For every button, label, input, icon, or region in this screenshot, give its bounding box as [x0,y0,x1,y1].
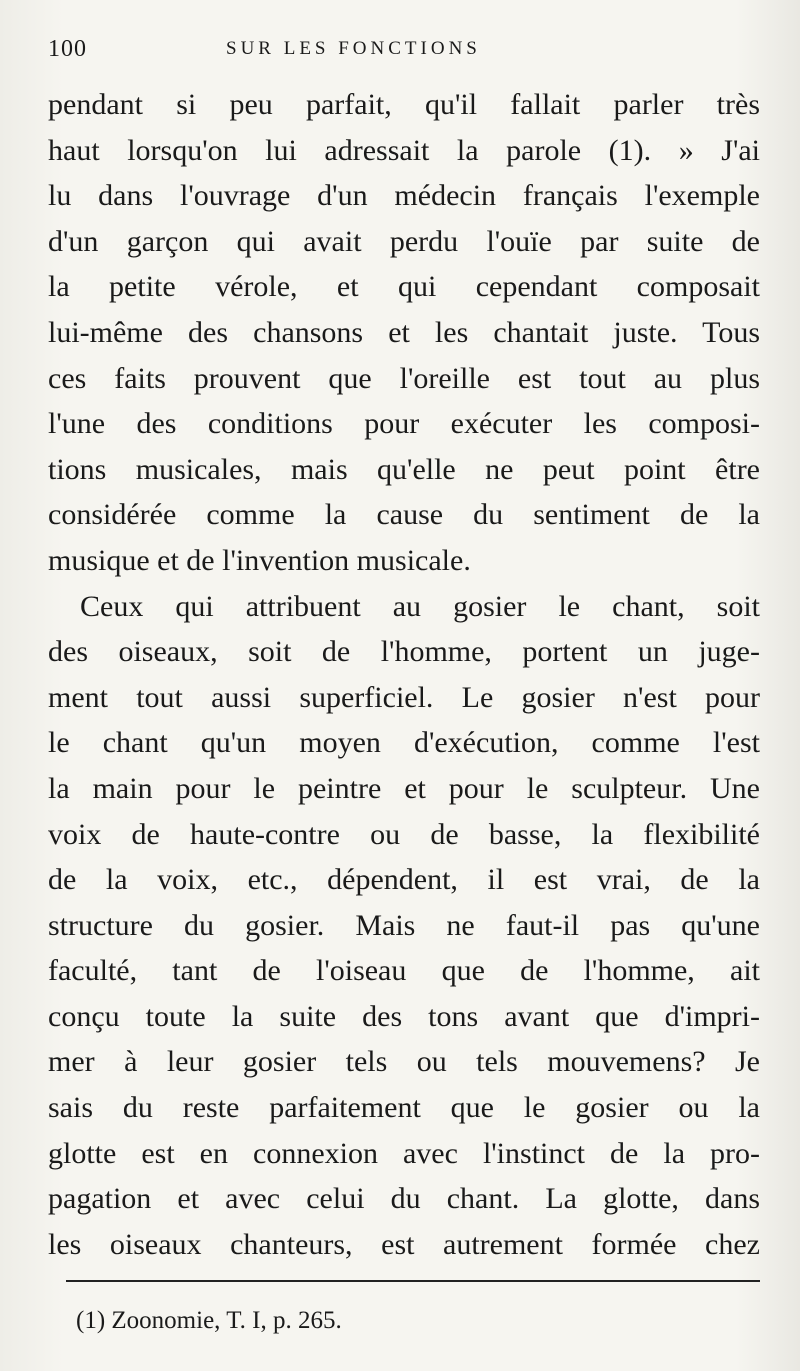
text-line: tions musicales, mais qu'elle ne peut point être [48,452,760,486]
footnote-divider [66,1280,760,1282]
body-text [48,82,760,1267]
text-line: voix de haute-contre ou de basse, la flexibilité [48,817,760,851]
text-line: haut lorsqu'on lui adressait la parole (1). » J'ai [48,133,760,167]
text-line: pendant si peu parfait, qu'il fallait parler très [48,88,760,121]
text-line: la main pour le peintre et pour le sculpteur. Une [48,771,760,805]
text-line: la petite vérole, et qui cependant composait [48,270,760,304]
text-line: faculté, tant de l'oiseau que de l'homme, ait [48,954,760,988]
paragraph-end-line: musique et de l'invention musicale. [48,543,471,577]
text-line: les oiseaux chanteurs, est autrement formée chez [48,1227,760,1261]
running-title: SUR LES FONCTIONS [226,38,481,59]
text-line: le chant qu'un moyen d'exécution, comme l'est [48,726,760,760]
text-line: glotte est en connexion avec l'instinct de la pro- [48,1136,760,1170]
text-line: pagation et avec celui du chant. La glotte, dans [48,1182,760,1216]
text-line: conçu toute la suite des tons avant que d'impri- [48,999,760,1033]
text-line: ces faits prouvent que l'oreille est tout au plus [48,361,760,395]
paragraph-start-line: Ceux qui attribuent au gosier le chant, soit [80,589,760,623]
text-line: mer à leur gosier tels ou tels mouvemens? Je [48,1045,760,1079]
text-line: lui-même des chansons et les chantait juste. Tous [48,315,760,349]
text-line: considérée comme la cause du sentiment de la [48,498,760,532]
running-head [48,36,760,76]
footnote: (1) Zoonomie, T. I, p. 265. [76,1307,342,1334]
text-line: de la voix, etc., dépendent, il est vrai, de la [48,863,760,897]
text-line: sais du reste parfaitement que le gosier ou la [48,1091,760,1125]
text-line: l'une des conditions pour exécuter les composi- [48,407,760,441]
text-line: d'un garçon qui avait perdu l'ouïe par suite de [48,224,760,258]
text-line: ment tout aussi superficiel. Le gosier n'est pour [48,680,760,714]
text-line: structure du gosier. Mais ne faut-il pas qu'une [48,908,760,942]
text-line: des oiseaux, soit de l'homme, portent un juge- [48,635,760,669]
text-line: lu dans l'ouvrage d'un médecin français l'exemple [48,179,760,213]
page-number: 100 [48,36,87,62]
